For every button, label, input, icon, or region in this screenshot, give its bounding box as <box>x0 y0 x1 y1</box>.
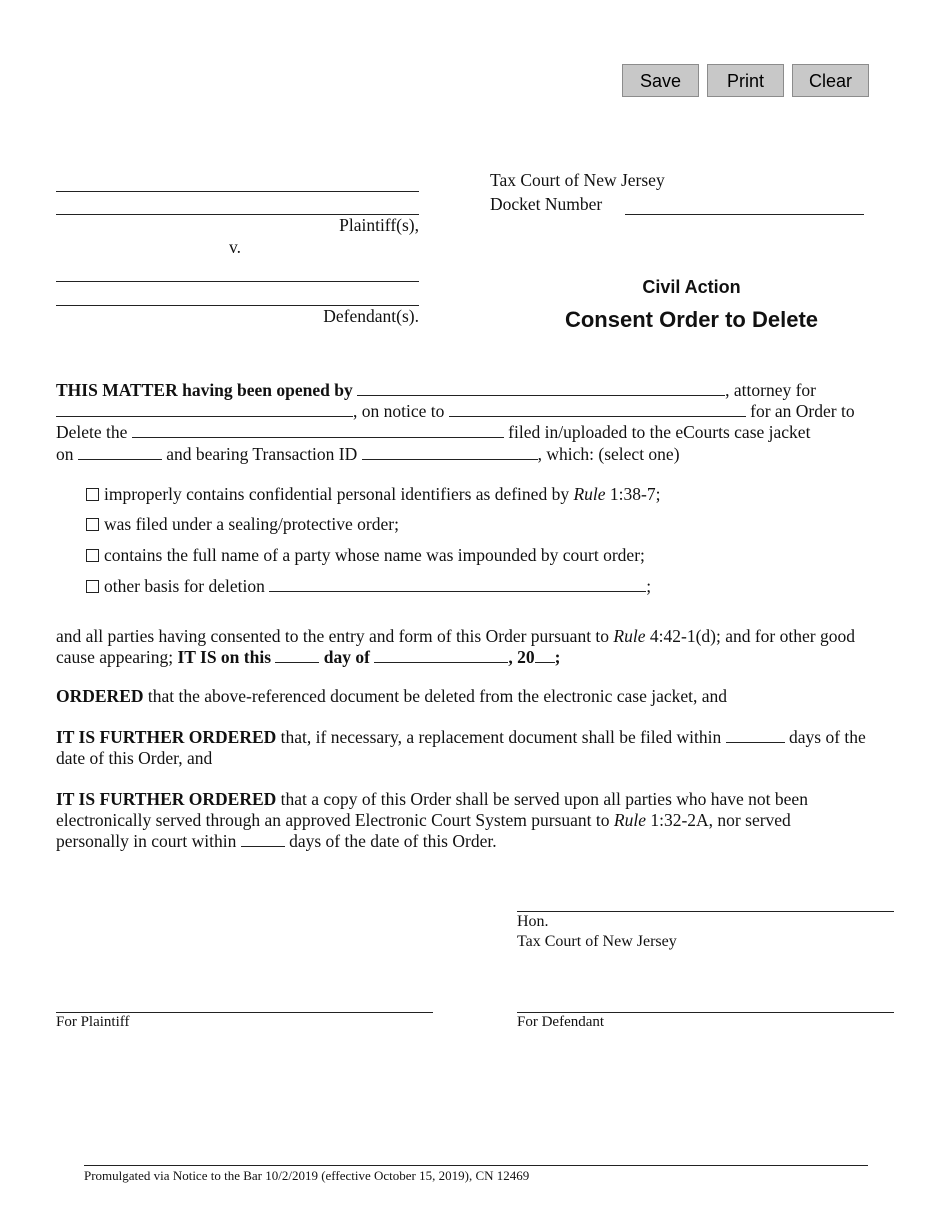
consent-text-1: and all parties having consented to the entry and form of this Order pursuant to <box>56 626 614 646</box>
consent-paragraph <box>56 626 896 668</box>
matter-line-1 <box>56 380 816 401</box>
it-is-on-this: IT IS on this <box>177 647 272 667</box>
which-select-text: , which: (select one) <box>537 444 680 464</box>
ordered-bold: ORDERED <box>56 686 144 706</box>
consent-text-2: 4:42-1(d); and for other good cause appearing; <box>56 626 855 667</box>
docket-number-field[interactable] <box>625 214 864 215</box>
plaintiff-label: Plaintiff(s), <box>339 215 419 235</box>
impounded-checkbox[interactable] <box>86 549 99 562</box>
notice-party-field[interactable] <box>449 402 746 417</box>
ordered-paragraph <box>56 686 896 707</box>
confidential-checkbox[interactable] <box>86 488 99 501</box>
action-type: Civil Action <box>642 277 741 297</box>
option-other-suffix: ; <box>646 576 652 596</box>
further-ordered-1 <box>56 727 896 769</box>
option-sealing <box>86 514 399 535</box>
matter-line-4 <box>56 444 680 465</box>
matter-line-2 <box>56 401 855 422</box>
option-confidential <box>86 484 660 505</box>
plaintiff-signature-line[interactable] <box>56 1012 433 1013</box>
versus-label: v. <box>229 237 241 257</box>
service-days-field[interactable] <box>241 832 285 847</box>
delete-the-text: Delete the <box>56 422 128 442</box>
other-basis-field[interactable] <box>269 577 646 592</box>
on-notice-text: , on notice to <box>353 401 445 421</box>
for-defendant-label: For Defendant <box>517 1014 605 1030</box>
option-impounded <box>86 545 645 566</box>
further2-text-a: that a copy of this Order shall be served upon all parties who have not been electronically served through an approved Electronic Court System pursuant to <box>56 789 808 830</box>
document-title: Consent Order to Delete <box>564 307 819 332</box>
judge-signature-line[interactable] <box>517 911 894 912</box>
further-ordered-2 <box>56 789 866 852</box>
year-suffix: ; <box>554 647 561 667</box>
consent-rule: Rule <box>613 626 646 646</box>
attorney-for-text: , attorney for <box>725 380 817 400</box>
further2-text-c: days of the date of this Order. <box>284 831 497 851</box>
sealing-checkbox[interactable] <box>86 518 99 531</box>
defendant-label: Defendant(s). <box>323 306 419 326</box>
matter-line-3 <box>56 422 810 443</box>
for-order-text: for an Order to <box>750 401 855 421</box>
on-text: on <box>56 444 74 464</box>
option-impounded-text: contains the full name of a party whose name was impounded by court order; <box>104 545 645 565</box>
clear-button[interactable]: Clear <box>792 64 869 97</box>
transaction-id-field[interactable] <box>362 445 538 460</box>
document-name-field[interactable] <box>132 423 504 438</box>
option-confidential-ref: 1:38-7; <box>605 484 661 504</box>
month-field[interactable] <box>374 648 508 663</box>
docket-label: Docket Number <box>490 194 603 214</box>
year-prefix: , 20 <box>508 647 535 667</box>
option-confidential-text: improperly contains confidential personal identifiers as defined by <box>104 484 574 504</box>
year-field[interactable] <box>535 648 555 663</box>
option-sealing-text: was filed under a sealing/protective order; <box>104 514 399 534</box>
other-checkbox[interactable] <box>86 580 99 593</box>
further2-rule: Rule <box>613 810 646 830</box>
day-field[interactable] <box>275 648 319 663</box>
option-other <box>86 576 651 597</box>
save-button[interactable]: Save <box>622 64 699 97</box>
footer-promulgated: Promulgated via Notice to the Bar 10/2/2019 (effective October 15, 2019), CN 12469 <box>84 1168 530 1183</box>
print-button[interactable]: Print <box>707 64 784 97</box>
footer-divider <box>84 1165 868 1166</box>
judge-hon: Hon. <box>517 913 549 930</box>
judge-court: Tax Court of New Jersey <box>517 933 677 950</box>
option-other-text: other basis for deletion <box>104 576 265 596</box>
ordered-text: that the above-referenced document be deleted from the electronic case jacket, and <box>143 686 728 706</box>
further2-bold: IT IS FURTHER ORDERED <box>56 789 277 809</box>
court-name: Tax Court of New Jersey <box>490 170 665 190</box>
for-plaintiff-label: For Plaintiff <box>56 1014 130 1030</box>
matter-bold: THIS MATTER having been opened by <box>56 380 353 400</box>
replacement-days-field[interactable] <box>726 728 785 743</box>
further1-text-b: days of the date of this Order, and <box>56 727 866 768</box>
further2-text-b: 1:32-2A, nor served personally in court within <box>56 810 791 851</box>
plaintiff-line-1[interactable] <box>56 191 419 192</box>
filed-in-text: filed in/uploaded to the eCourts case jacket <box>508 422 811 442</box>
client-name-field[interactable] <box>56 402 353 417</box>
further1-text-a: that, if necessary, a replacement document shall be filed within <box>276 727 726 747</box>
defendant-line-1[interactable] <box>56 281 419 282</box>
further1-bold: IT IS FURTHER ORDERED <box>56 727 277 747</box>
filing-date-field[interactable] <box>78 445 162 460</box>
defendant-signature-line[interactable] <box>517 1012 894 1013</box>
day-of-text: day of <box>323 647 370 667</box>
attorney-name-field[interactable] <box>357 381 725 396</box>
option-confidential-rule: Rule <box>573 484 606 504</box>
bearing-tid-text: and bearing Transaction ID <box>166 444 358 464</box>
